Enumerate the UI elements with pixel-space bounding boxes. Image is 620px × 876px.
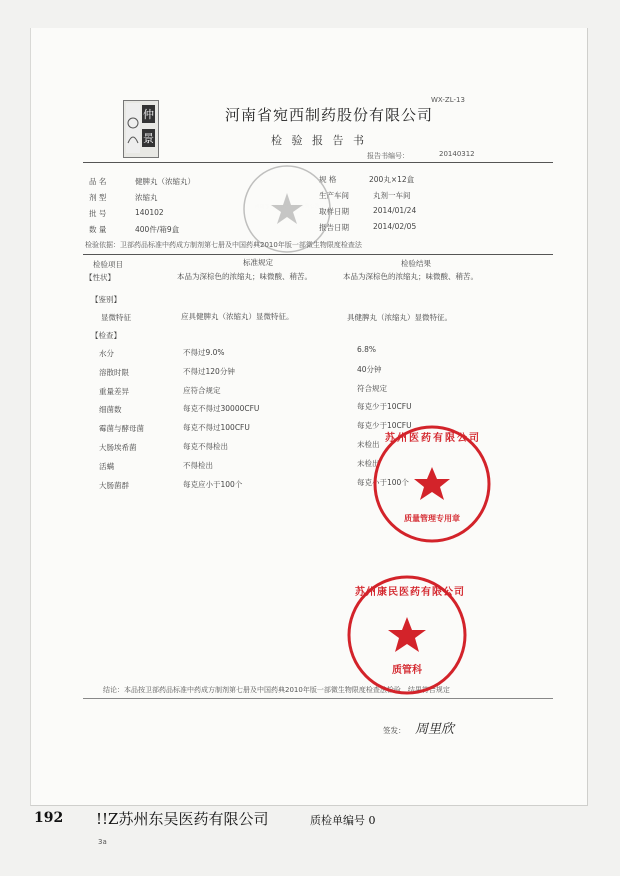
inspect-result-0: 6.8% xyxy=(357,345,377,354)
company-name: 河南省宛西制药股份有限公司 xyxy=(225,106,434,124)
conclusion: 结论：本品按卫部药品标准中药成方制剂第七册及中国药典2010年版一部微生物限度检查法检验，结果符合规定 xyxy=(103,686,450,694)
report-page xyxy=(30,28,588,806)
footer-company: !!Z苏州东吴医药有限公司 xyxy=(96,810,269,828)
footer-label: 质检单编号 0 xyxy=(310,814,376,827)
product-value: 健脾丸（浓缩丸） xyxy=(135,177,195,186)
report-title: 检 验 报 告 书 xyxy=(271,134,367,147)
qty-value: 400件/箱9盒 xyxy=(135,225,180,234)
quality-seal-stamp xyxy=(371,423,493,545)
report-no-label: 报告书编号： xyxy=(367,152,409,160)
report-no: 20140312 xyxy=(439,150,475,158)
identify-result: 具健脾丸（浓缩丸）显微特征。 xyxy=(347,313,452,322)
inspect-item-6: 活螨 xyxy=(99,462,114,471)
red2-stamp-text: 苏州康民医药有限公司 xyxy=(355,587,465,598)
sampling-value: 2014/01/24 xyxy=(373,206,417,215)
workshop-label: 生产车间 xyxy=(319,191,349,200)
inspect-item-5: 大肠埃希菌 xyxy=(99,443,137,452)
inspect-result-6: 未检出 xyxy=(357,459,380,468)
product-label: 品 名 xyxy=(89,177,107,186)
inspect-standard-3: 每克不得过30000CFU xyxy=(183,404,260,413)
identify-standard: 应具健脾丸（浓缩丸）显微特征。 xyxy=(181,312,294,321)
inspect-result-2: 符合规定 xyxy=(357,384,387,393)
batch-label: 批 号 xyxy=(89,209,107,218)
inspect-result-1: 40分钟 xyxy=(357,365,382,374)
spec-value: 200丸×12盒 xyxy=(369,175,415,184)
footer-mark: 3a xyxy=(98,838,107,846)
col-item: 检验项目 xyxy=(93,260,123,269)
report-date-value: 2014/02/05 xyxy=(373,222,417,231)
form-label: 剂 型 xyxy=(89,193,107,202)
logo-char-2: 景 xyxy=(142,129,155,147)
identify-item: 显微特征 xyxy=(101,313,131,322)
inspect-item-1: 溶散时限 xyxy=(99,368,129,377)
footer-page-no: 192 xyxy=(34,810,64,826)
inspect-standard-1: 不得过120分钟 xyxy=(183,367,235,376)
red1-stamp-center: 质量管理专用章 xyxy=(404,514,460,523)
col-standard: 标准规定 xyxy=(243,258,273,267)
inspect-standard-6: 不得检出 xyxy=(183,461,213,470)
workshop-value: 丸剂一车间 xyxy=(373,191,411,200)
inspect-result-3: 每克少于10CFU xyxy=(357,402,412,411)
form-value: 浓缩丸 xyxy=(135,193,158,202)
qty-label: 数 量 xyxy=(89,225,107,234)
inspect-result-4: 每克少于10CFU xyxy=(357,421,412,430)
inspect-result-7: 每克小于100个 xyxy=(357,478,409,487)
inspect-item-0: 水分 xyxy=(99,349,114,358)
inspect-standard-4: 每克不得过100CFU xyxy=(183,423,250,432)
col-result: 检验结果 xyxy=(401,259,431,268)
inspect-item-3: 细菌数 xyxy=(99,405,122,414)
inspect-standard-5: 每克不得检出 xyxy=(183,442,228,451)
inspect-result-5: 未检出 xyxy=(357,440,380,449)
inspect-standard-2: 应符合规定 xyxy=(183,386,221,395)
red1-stamp-text: 苏州医药有限公司 xyxy=(385,433,481,444)
section-identify: 【鉴别】 xyxy=(91,295,121,304)
logo-portrait-icon xyxy=(126,103,140,153)
section-inspect: 【检查】 xyxy=(91,331,121,340)
traits-result: 本品为深棕色的浓缩丸；味微酸、稍苦。 xyxy=(343,272,478,281)
red2-stamp-center: 质管科 xyxy=(392,665,422,676)
company-logo xyxy=(123,100,159,158)
inspect-item-2: 重量差异 xyxy=(99,387,129,396)
inspect-standard-7: 每克应小于100个 xyxy=(183,480,243,489)
test-basis: 检验依据：卫部药品标准中药成方制剂第七册及中国药典2010年版一部微生物限度检查法 xyxy=(85,241,362,249)
logo-char-1: 仲 xyxy=(142,105,155,123)
gray-stamp-text xyxy=(241,203,333,210)
batch-value: 140102 xyxy=(135,208,164,217)
supplier-seal-stamp xyxy=(345,573,469,697)
signature-name: 周里欣 xyxy=(415,722,455,737)
doc-code: WX-ZL-13 xyxy=(431,96,465,104)
inspect-item-4: 霉菌与酵母菌 xyxy=(99,424,144,433)
signature-label: 签发： xyxy=(383,726,406,735)
report-date-label: 报告日期 xyxy=(319,223,349,232)
section-traits: 【性状】 xyxy=(85,273,115,282)
inspect-standard-0: 不得过9.0% xyxy=(183,348,225,357)
sampling-label: 取样日期 xyxy=(319,207,349,216)
traits-standard: 本品为深棕色的浓缩丸；味微酸、稍苦。 xyxy=(177,272,312,281)
company-seal-stamp xyxy=(241,163,333,255)
spec-label: 规 格 xyxy=(319,175,337,184)
inspect-item-7: 大肠菌群 xyxy=(99,481,129,490)
